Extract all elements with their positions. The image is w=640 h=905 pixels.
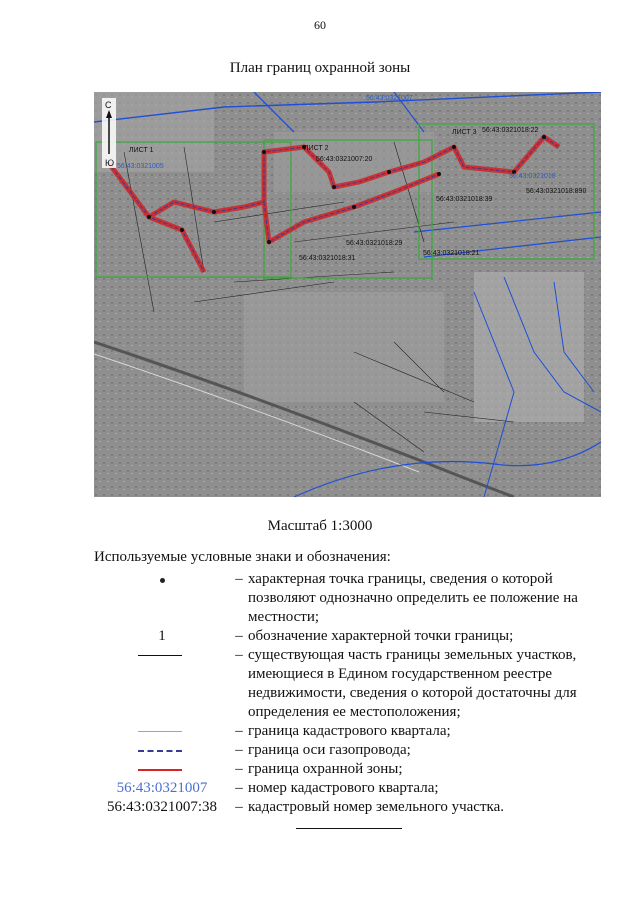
parcel-label-3: 56:43:0321018:890 <box>526 188 587 195</box>
quarter-number-symbol: 56:43:0321007 <box>116 780 208 796</box>
parcel-label-7: 56:43:0321018:21 <box>423 250 480 257</box>
gas-axis-symbol <box>94 741 230 760</box>
point-number-symbol: 1 <box>158 628 166 644</box>
legend <box>94 570 604 817</box>
scale-label: Масштаб 1:3000 <box>267 518 373 534</box>
compass-north: С <box>105 100 112 110</box>
sheet2-label: ЛИСТ 2 <box>304 145 329 152</box>
kv-top-label: 56:43:0321007 <box>366 95 413 102</box>
parcel-label-4: 56:43:0321018:39 <box>436 196 493 203</box>
legend-row: – граница кадастрового квартала; <box>94 722 604 741</box>
parcel-label-1: 56:43:0321007:20 <box>316 156 373 163</box>
legend-row: – характерная точка границы, сведения о которой позволяют однозначно определить ее положение на местности; <box>94 570 604 627</box>
sheet3-label: ЛИСТ 3 <box>452 129 477 136</box>
page-number: 60 <box>314 18 326 32</box>
legend-title: Используемые условные знаки и обозначения: <box>94 549 391 565</box>
kv-left-label: 56:43:0321005 <box>117 163 164 170</box>
quarter-border-symbol <box>94 722 230 741</box>
sheet1-label: ЛИСТ 1 <box>129 147 154 154</box>
compass-south: Ю <box>105 158 115 168</box>
zone-border-symbol <box>94 760 230 779</box>
legend-row: – граница охранной зоны; <box>94 760 604 779</box>
footer-rule <box>296 828 402 829</box>
existing-border-symbol <box>94 646 230 665</box>
kv-right-label: 56:43:0321018 <box>509 173 556 180</box>
point-symbol <box>94 570 230 589</box>
parcel-label-2: 56:43:0321018:22 <box>482 127 539 134</box>
parcel-label-6: 56:43:0321018:31 <box>299 255 356 262</box>
legend-row: – граница оси газопровода; <box>94 741 604 760</box>
legend-row: 56:43:0321007:38 – кадастровый номер земельного участка. <box>94 798 604 817</box>
legend-row: – существующая часть границы земельных участков, имеющиеся в Едином государственном реестре недвижимости, сведения о которой достаточны для определения ее местоположения; <box>94 646 604 722</box>
map-image <box>94 92 601 497</box>
parcel-number-symbol: 56:43:0321007:38 <box>106 799 217 815</box>
parcel-label-5: 56:43:0321018:29 <box>346 240 403 247</box>
page-title: План границ охранной зоны <box>229 60 411 76</box>
legend-row: 56:43:0321007 – номер кадастрового квартала; <box>94 779 604 798</box>
map-svg <box>94 92 601 497</box>
legend-row: 1 – обозначение характерной точки границы; <box>94 627 604 646</box>
